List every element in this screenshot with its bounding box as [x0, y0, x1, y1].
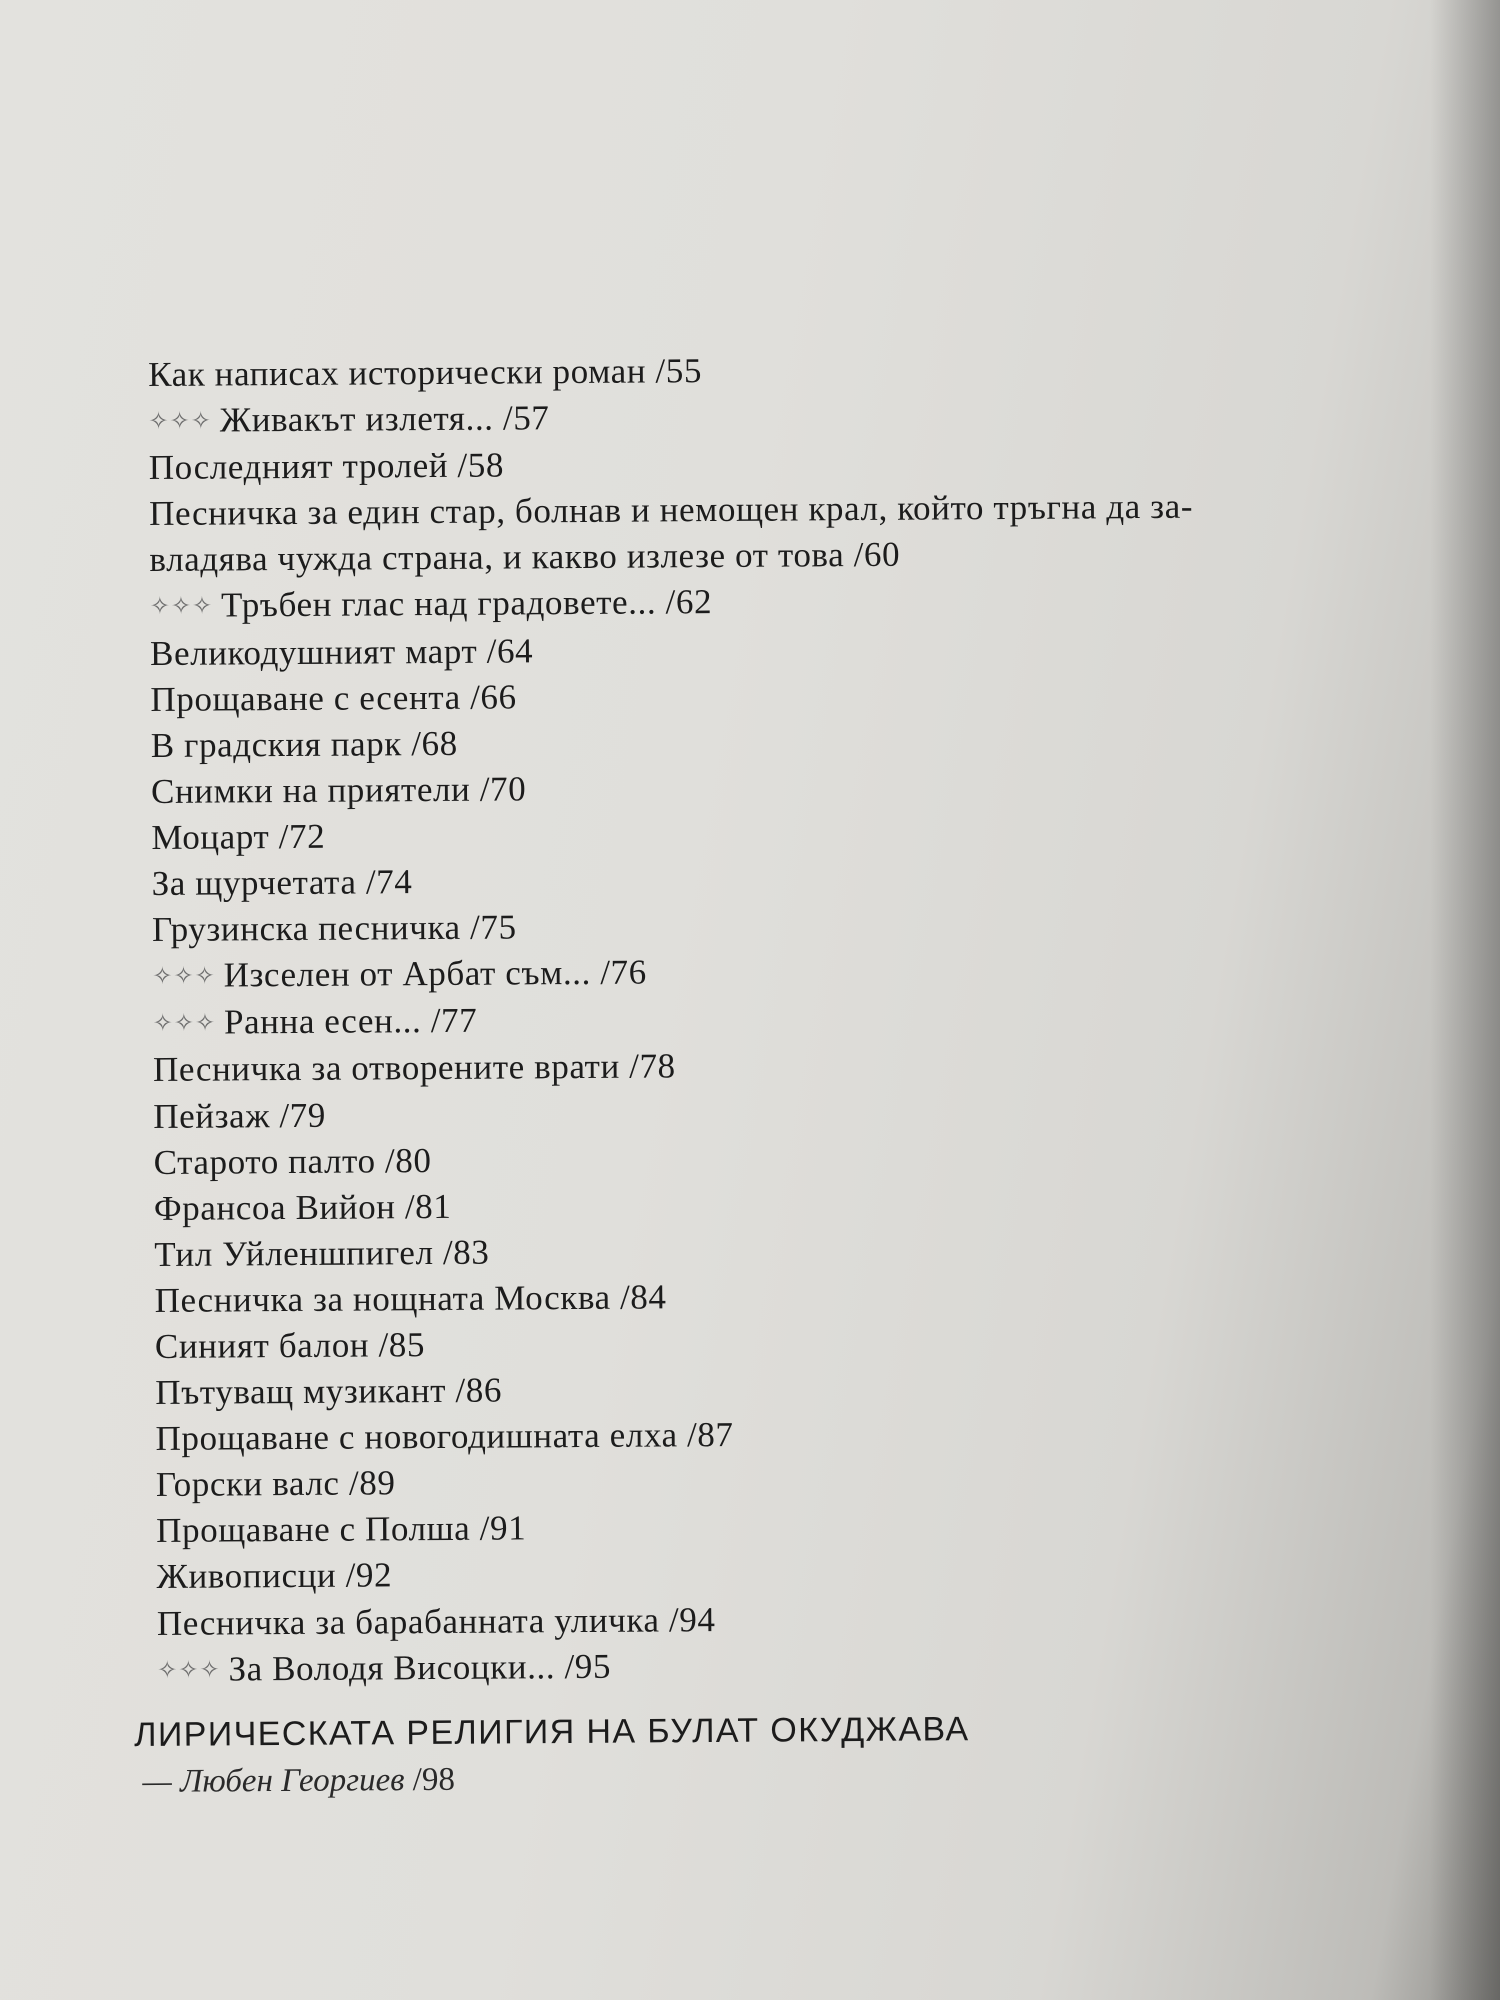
toc-entry-text: Прощаване с есента /66 — [150, 677, 517, 719]
toc-entry-text: Пътуващ музикант /86 — [155, 1370, 503, 1413]
toc-entry-text: За Володя Висоцки... /95 — [228, 1646, 612, 1689]
toc-entry-text: Моцарт /72 — [151, 816, 326, 857]
asterism-icon: ✧✧✧ — [152, 1010, 217, 1038]
toc-entry-text: Ранна есен... /77 — [223, 1001, 478, 1042]
toc-entry-text: Грузинска песничка /75 — [151, 907, 517, 950]
toc-entry-text: Песничка за отворените врати /78 — [152, 1046, 676, 1090]
toc-entry — [157, 1638, 1437, 1694]
toc-entry-text: Песничка за барабанната уличка /94 — [156, 1599, 716, 1643]
toc-entry-text: Песничка за един стар, болнав и немощен крал, който тръгна да за- — [148, 486, 1194, 534]
toc-entry-text: Франсоа Вийон /81 — [153, 1186, 452, 1228]
toc-entry-text: Синият балон /85 — [154, 1325, 426, 1366]
asterism-icon: ✧✧✧ — [157, 1657, 221, 1684]
author-name: — Любен Георгиев — [142, 1762, 405, 1800]
toc-entry-text: владява чужда страна, и какво излезе от това /60 — [149, 535, 901, 580]
toc-entry-text: Живакът излетя... /57 — [219, 398, 550, 440]
toc-entry-text: Прощаване с новогодишната елха /87 — [155, 1415, 734, 1459]
toc-entry-text: Песничка за нощната Москва /84 — [154, 1277, 667, 1320]
toc-entry-text: Тил Уйленшпигел /83 — [154, 1232, 490, 1274]
toc-entry-text: Живописци /92 — [156, 1555, 393, 1597]
toc-entry-text: В градския парк /68 — [150, 723, 458, 765]
toc-entry-text: За щурчетата /74 — [151, 862, 413, 904]
toc-entry-text: Как написах исторически роман /55 — [148, 351, 703, 394]
toc-entry-text: Тръбен глас над градовете... /62 — [220, 582, 713, 625]
afterword-title: ЛИРИЧЕСКАТА РЕЛИГИЯ НА БУЛАТ ОКУДЖАВА — [134, 1710, 970, 1754]
toc-entry-text: Великодушният март /64 — [149, 630, 534, 673]
afterword-page: /98 — [412, 1761, 456, 1799]
toc-entry-text: Снимки на приятели /70 — [150, 769, 527, 811]
afterword-section — [134, 1706, 970, 1806]
toc-entry-text: Изселен от Арбат съм... /76 — [223, 952, 647, 995]
afterword-author — [142, 1752, 970, 1806]
toc-entry-text: Старото палто /80 — [153, 1140, 432, 1182]
asterism-icon: ✧✧✧ — [148, 408, 212, 436]
table-of-contents — [148, 343, 1437, 1694]
toc-entry-text: Последният тролей /58 — [148, 445, 505, 488]
toc-entry-text: Прощаване с Полша /91 — [156, 1508, 527, 1551]
page-edge-shadow — [1430, 0, 1500, 2000]
toc-entry-text: Горски валс /89 — [155, 1463, 396, 1505]
asterism-icon: ✧✧✧ — [149, 594, 214, 621]
asterism-icon: ✧✧✧ — [152, 963, 216, 991]
toc-entry-text: Пейзаж /79 — [153, 1095, 327, 1136]
